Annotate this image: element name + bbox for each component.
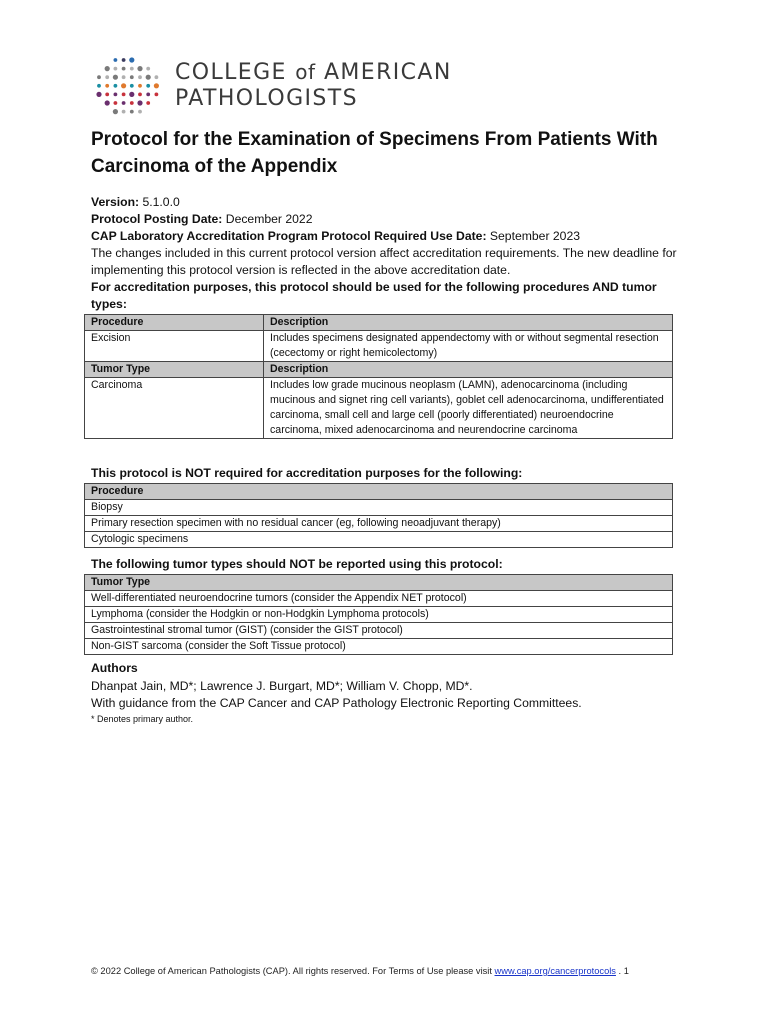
logo-dot: [97, 75, 101, 79]
posting-date-label: Protocol Posting Date:: [91, 212, 223, 226]
logo-dot: [138, 84, 142, 88]
table-cell: Non-GIST sarcoma (consider the Soft Tissue protocol): [85, 639, 673, 655]
posting-date-value: December 2022: [222, 212, 313, 226]
logo-dot: [137, 66, 142, 71]
logo-word-of: of: [295, 60, 316, 84]
header-cell: Description: [264, 315, 673, 331]
logo-dot: [122, 110, 126, 114]
table-row: [85, 331, 673, 362]
logo-dot: [114, 101, 118, 105]
logo-word-american: AMERICAN: [323, 60, 452, 85]
table-row: [85, 516, 673, 532]
logo-dot: [130, 101, 134, 105]
table-cell: Excision: [85, 331, 264, 362]
logo-dot: [113, 75, 118, 80]
logo-dot: [130, 84, 134, 88]
header-cell: Tumor Type: [85, 575, 673, 591]
table-cell: Biopsy: [85, 500, 673, 516]
logo-dot: [146, 84, 150, 88]
logo-dot: [146, 67, 150, 71]
logo-dot: [105, 66, 110, 71]
logo-dot: [121, 83, 126, 88]
logo-dot: [122, 75, 126, 79]
logo-dot: [122, 93, 126, 97]
logo-dot: [155, 75, 159, 79]
logo-dot: [138, 75, 142, 79]
logo-dot: [137, 100, 142, 105]
logo-dot: [130, 110, 134, 114]
authors-block: [91, 678, 691, 712]
table-row: [85, 607, 673, 623]
cap-logo: [94, 55, 494, 117]
table-row: [85, 591, 673, 607]
logo-word-pathologists: PATHOLOGISTS: [175, 86, 358, 111]
accreditation-table: [84, 314, 673, 439]
not-required-heading: This protocol is NOT required for accreditation purposes for the following:: [91, 466, 523, 480]
changes-note: The changes included in this current protocol version affect accreditation requirements. The new deadline for implementing this protocol version is reflected in the above accreditation date.: [91, 246, 677, 277]
logo-dot: [138, 93, 142, 97]
table-header-row: [85, 575, 673, 591]
table-cell: Cytologic specimens: [85, 532, 673, 548]
logo-dot: [122, 101, 126, 105]
table-header-row: [85, 362, 673, 378]
page-footer: [91, 966, 629, 976]
version-line: [91, 194, 681, 211]
logo-dot: [105, 75, 109, 79]
logo-dot: [114, 84, 118, 88]
table-cell: Includes low grade mucinous neoplasm (LAMN), adenocarcinoma (including mucinous and signet ring cell variants), goblet cell adenocarcinoma, undifferentiated carcinoma, small cell and large cell (poorly differentiated) neuroendocrine carcinoma, mixed adenocarcinoma and neurendocrine carcinoma: [264, 378, 673, 439]
logo-dot: [154, 83, 159, 88]
logo-dot: [130, 75, 134, 79]
required-date-label: CAP Laboratory Accreditation Program Protocol Required Use Date:: [91, 229, 487, 243]
table-cell: Includes specimens designated appendectomy with or without segmental resection (cecectomy or right hemicolectomy): [264, 331, 673, 362]
table-header-row: [85, 315, 673, 331]
page-title: Protocol for the Examination of Specimens From Patients With Carcinoma of the Appendix: [91, 129, 658, 177]
page-number: . 1: [615, 966, 629, 976]
logo-dot: [105, 100, 110, 105]
version-value: 5.1.0.0: [139, 195, 180, 209]
logo-dot: [146, 93, 150, 97]
logo-dot: [122, 58, 126, 62]
table-cell: Well-differentiated neuroendocrine tumors (consider the Appendix NET protocol): [85, 591, 673, 607]
copyright-text: © 2022 College of American Pathologists (CAP). All rights reserved. For Terms of Use please visit: [91, 966, 495, 976]
author-names: Dhanpat Jain, MD*; Lawrence J. Burgart, MD*; William V. Chopp, MD*.: [91, 679, 473, 693]
version-label: Version:: [91, 195, 140, 209]
logo-dot: [105, 84, 109, 88]
not-reported-table: [84, 574, 673, 655]
table-row: [85, 623, 673, 639]
table-row: [85, 532, 673, 548]
logo-dot: [122, 67, 126, 71]
table-cell: Lymphoma (consider the Hodgkin or non-Hodgkin Lymphoma protocols): [85, 607, 673, 623]
header-cell: Description: [264, 362, 673, 378]
used-for-heading: For accreditation purposes, this protocol should be used for the following procedures AND tumor types:: [91, 280, 657, 311]
table-cell: Gastrointestinal stromal tumor (GIST) (consider the GIST protocol): [85, 623, 673, 639]
logo-dot: [155, 93, 159, 97]
logo-wordmark: [175, 59, 452, 112]
logo-dot: [97, 84, 101, 88]
authors-guidance: With guidance from the CAP Cancer and CAP Pathology Electronic Reporting Committees.: [91, 696, 582, 710]
logo-dot: [130, 67, 134, 71]
logo-dot: [129, 57, 134, 62]
table-row: [85, 378, 673, 439]
table-row: [85, 500, 673, 516]
logo-dot: [129, 92, 134, 97]
logo-dot: [96, 92, 101, 97]
cap-dot-mark-icon: [94, 55, 164, 117]
logo-dot: [138, 110, 142, 114]
not-reported-heading: The following tumor types should NOT be reported using this protocol:: [91, 557, 503, 571]
primary-author-footnote: * Denotes primary author.: [91, 714, 194, 724]
logo-dot: [113, 109, 118, 114]
posting-date-line: [91, 211, 681, 228]
table-row: [85, 639, 673, 655]
header-cell: Procedure: [85, 484, 673, 500]
table-cell: Primary resection specimen with no residual cancer (eg, following neoadjuvant therapy): [85, 516, 673, 532]
required-date-value: September 2023: [486, 229, 581, 243]
not-required-table: [84, 483, 673, 548]
table-cell: Carcinoma: [85, 378, 264, 439]
required-date-line: [91, 228, 681, 245]
header-cell: Procedure: [85, 315, 264, 331]
protocol-meta: [91, 194, 681, 313]
authors-heading: Authors: [91, 661, 138, 675]
cancer-protocols-link[interactable]: www.cap.org/cancerprotocols: [494, 966, 616, 976]
logo-dot: [114, 93, 118, 97]
logo-dot: [105, 93, 109, 97]
table-header-row: [85, 484, 673, 500]
logo-word-college: COLLEGE: [175, 60, 287, 85]
logo-dot: [114, 58, 118, 62]
logo-dot: [146, 75, 151, 80]
logo-dot: [146, 101, 150, 105]
logo-dot: [114, 67, 118, 71]
header-cell: Tumor Type: [85, 362, 264, 378]
